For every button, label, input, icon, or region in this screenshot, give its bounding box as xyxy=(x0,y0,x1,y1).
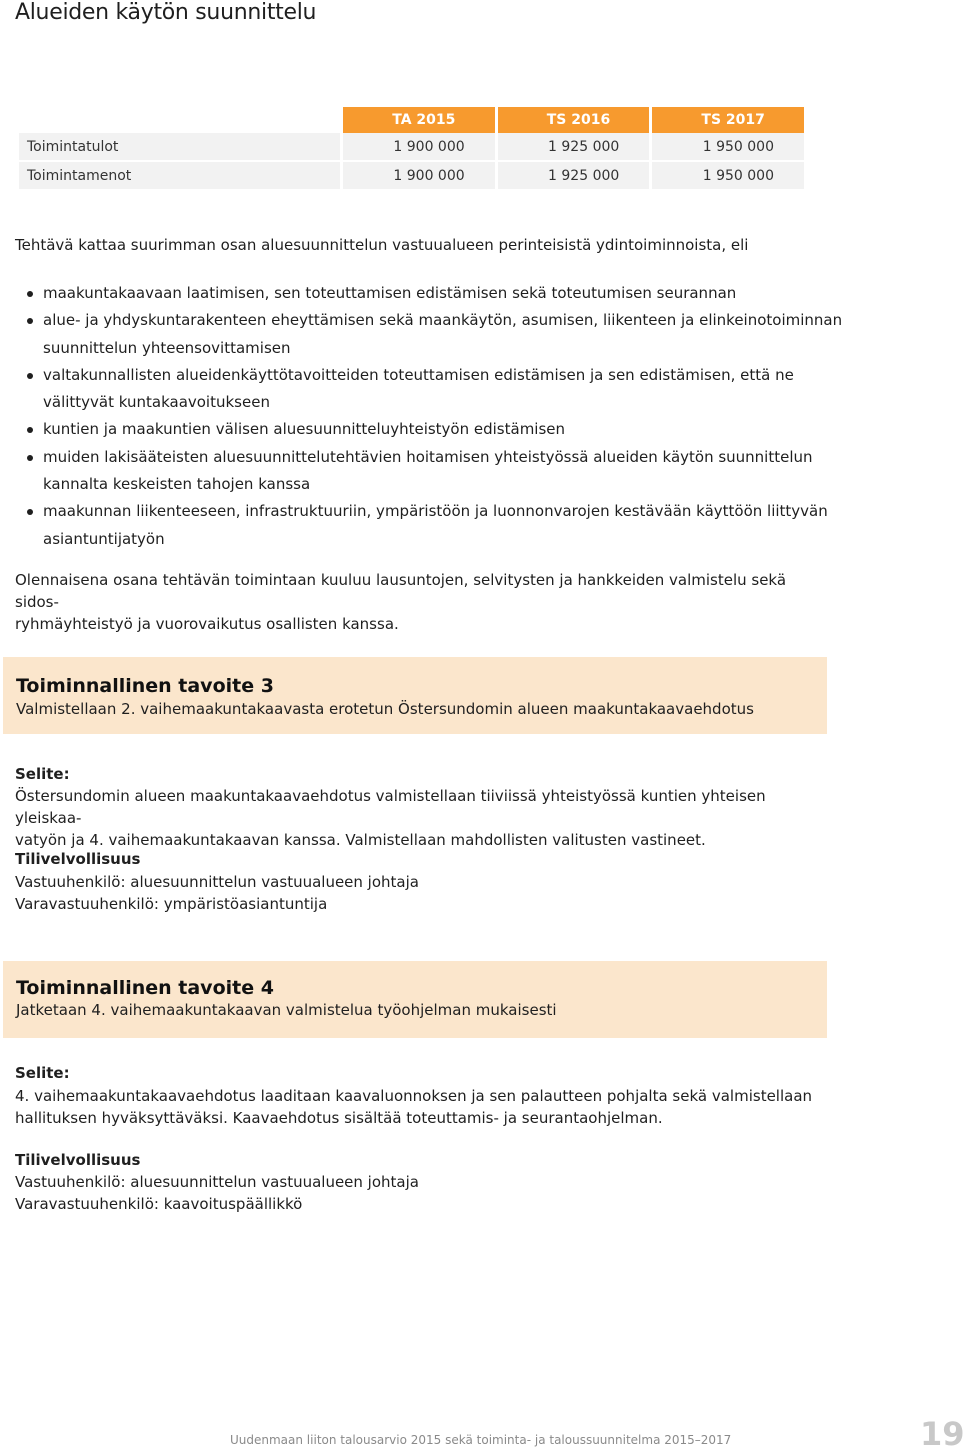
list-item: maakuntakaavaan laatimisen, sen toteuttamisen edistämisen sekä toteutumisen seurannan xyxy=(43,280,843,307)
table-row xyxy=(19,162,804,189)
intro-paragraph: Tehtävä kattaa suurimman osan aluesuunnittelun vastuualueen perinteisistä ydintoiminnoista, eli xyxy=(15,236,749,254)
budget-table xyxy=(16,107,807,189)
goal-4-heading: Toiminnallinen tavoite 4 xyxy=(16,977,274,999)
list-item: alue- ja yhdyskuntarakenteen eheyttämisen sekä maankäytön, asumisen, liikenteen ja elinkeinotoiminnan xyxy=(43,307,843,334)
list-item: valtakunnallisten alueidenkäyttötavoitteiden toteuttamisen edistämisen ja sen edistämisen, että ne xyxy=(43,362,843,389)
page-title: Alueiden käytön suunnittelu xyxy=(15,0,317,25)
varavastuu-line: Varavastuuhenkilö: kaavoituspäällikkö xyxy=(15,1195,303,1213)
selite-line: 4. vaihemaakuntakaavaehdotus laaditaan kaavaluonnoksen ja sen palautteen pohjalta sekä valmistellaan xyxy=(15,1087,813,1105)
table-corner xyxy=(19,107,340,133)
goal-3-selite-label: Selite: xyxy=(15,765,70,783)
goal-3-tilivelvollisuus-label: Tilivelvollisuus xyxy=(15,850,141,868)
list-item: asiantuntijatyön xyxy=(43,529,165,548)
selite-line: Östersundomin alueen maakuntakaavaehdotus valmistellaan tiiviissä yhteistyössä kuntien yhteisen yleiskaa- xyxy=(15,787,766,827)
column-header: TA 2015 xyxy=(343,107,495,133)
goal-4-selite xyxy=(15,1085,835,1129)
table-cell: 1 925 000 xyxy=(498,133,650,162)
varavastuu-line: Varavastuuhenkilö: ympäristöasiantuntija xyxy=(15,895,328,913)
row-label: Toimintamenot xyxy=(19,162,340,189)
goal-4-tilivelvollisuus-label: Tilivelvollisuus xyxy=(15,1151,141,1169)
task-list xyxy=(43,280,843,553)
goal-3-heading: Toiminnallinen tavoite 3 xyxy=(16,675,274,697)
goal-3-selite xyxy=(15,785,835,851)
goal-4-text: Jatketaan 4. vaihemaakuntakaavan valmistelua työohjelman mukaisesti xyxy=(16,1001,557,1019)
row-label: Toimintatulot xyxy=(19,133,340,162)
table-cell: 1 950 000 xyxy=(652,162,804,189)
table-cell: 1 950 000 xyxy=(652,133,804,162)
column-header: TS 2016 xyxy=(498,107,650,133)
summary-paragraph xyxy=(15,569,825,635)
table-cell: 1 900 000 xyxy=(343,162,495,189)
list-item: kannalta keskeisten tahojen kanssa xyxy=(43,475,311,494)
list-item: kuntien ja maakuntien välisen aluesuunnitteluyhteistyön edistämisen xyxy=(43,416,843,443)
list-item: muiden lakisääteisten aluesuunnittelutehtävien hoitamisen yhteistyössä alueiden käytön suunnittelun xyxy=(43,444,843,471)
table-cell: 1 925 000 xyxy=(498,162,650,189)
goal-3-text: Valmistellaan 2. vaihemaakuntakaavasta erotetun Östersundomin alueen maakuntakaavaehdotus xyxy=(16,700,754,718)
column-header: TS 2017 xyxy=(652,107,804,133)
table-cell: 1 900 000 xyxy=(343,133,495,162)
vastuu-line: Vastuuhenkilö: aluesuunnittelun vastuualueen johtaja xyxy=(15,1173,419,1191)
goal-4-responsibility xyxy=(15,1171,835,1215)
vastuu-line: Vastuuhenkilö: aluesuunnittelun vastuualueen johtaja xyxy=(15,873,419,891)
page-footer: Uudenmaan liiton talousarvio 2015 sekä toiminta- ja taloussuunnitelma 2015–2017 xyxy=(230,1433,732,1447)
goal-4-selite-label: Selite: xyxy=(15,1064,70,1082)
goal-3-responsibility xyxy=(15,871,835,915)
page-number: 19 xyxy=(920,1415,965,1453)
selite-line: vatyön ja 4. vaihemaakuntakaavan kanssa. Valmistellaan mahdollisten valitusten vastineet. xyxy=(15,831,706,849)
summary-line: Olennaisena osana tehtävän toimintaan kuuluu lausuntojen, selvitysten ja hankkeiden valmistelu sekä sidos- xyxy=(15,571,787,611)
summary-line: ryhmäyhteistyö ja vuorovaikutus osallisten kanssa. xyxy=(15,615,399,633)
table-row xyxy=(19,133,804,162)
selite-line: hallituksen hyväksyttäväksi. Kaavaehdotus sisältää toteuttamis- ja seurantaohjelman. xyxy=(15,1109,663,1127)
list-item: välittyvät kuntakaavoitukseen xyxy=(43,393,270,412)
list-item: suunnittelun yhteensovittamisen xyxy=(43,338,291,357)
table-header-row xyxy=(19,107,804,133)
goal-3-box xyxy=(3,657,827,734)
list-item: maakunnan liikenteeseen, infrastruktuuriin, ympäristöön ja luonnonvarojen kestävään käyttöön liittyvän xyxy=(43,498,843,525)
goal-4-box xyxy=(3,961,827,1038)
